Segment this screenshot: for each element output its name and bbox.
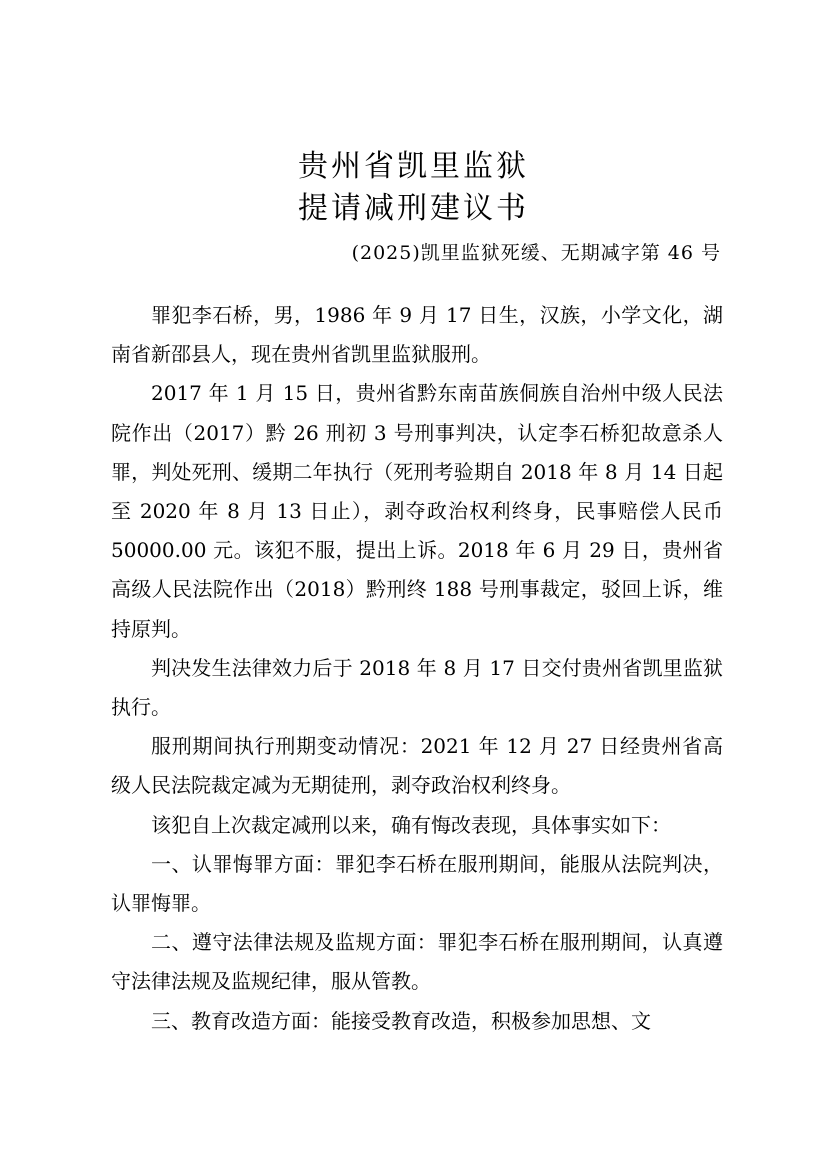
document-body [111, 296, 723, 1041]
paragraph-point-2: 二、遵守法律法规及监规方面：罪犯李石桥在服刑期间，认真遵守法律法规及监规纪律，服从管教。 [111, 930, 723, 994]
paragraph-point-3: 三、教育改造方面：能接受教育改造，积极参加思想、文 [151, 1008, 651, 1033]
paragraph-judgment-history: 2017 年 1 月 15 日，贵州省黔东南苗族侗族自治州中级人民法院作出（2017）黔 26 刑初 3 号刑事判决，认定李石桥犯故意杀人罪，判处死刑、缓期二年执行（死刑考验期自 2018 年 8 月 14 日起至 2020 年 8 月 13 日止），剥夺政治权利终身，民事赔偿人民币 50000.00 元。该犯不服，提出上诉。2018 年 6 月 29 日，贵州省高级人民法院作出（2018）黔刑终 188 号刑事裁定，驳回上诉，维持原判。 [111, 381, 723, 641]
document-title-type: 提请减刑建议书 [298, 191, 529, 226]
paragraph-repentance-intro: 该犯自上次裁定减刑以来，确有悔改表现，具体事实如下： [151, 812, 671, 837]
paragraph-sentence-changes: 服刑期间执行刑期变动情况：2021 年 12 月 27 日经贵州省高级人民法院裁定减为无期徒刑，剥夺政治权利终身。 [111, 734, 723, 798]
paragraph-offender-info: 罪犯李石桥，男，1986 年 9 月 17 日生，汉族，小学文化，湖南省新邵县人，现在贵州省凯里监狱服刑。 [111, 303, 723, 367]
document-number: (2025)凯里监狱死缓、无期减字第 46 号 [351, 242, 721, 264]
paragraph-point-1: 一、认罪悔罪方面：罪犯李石桥在服刑期间，能服从法院判决，认罪悔罪。 [111, 851, 723, 916]
document-title-institution: 贵州省凯里监狱 [298, 149, 529, 184]
paragraph-delivery: 判决发生法律效力后于 2018 年 8 月 17 日交付贵州省凯里监狱执行。 [111, 655, 723, 720]
